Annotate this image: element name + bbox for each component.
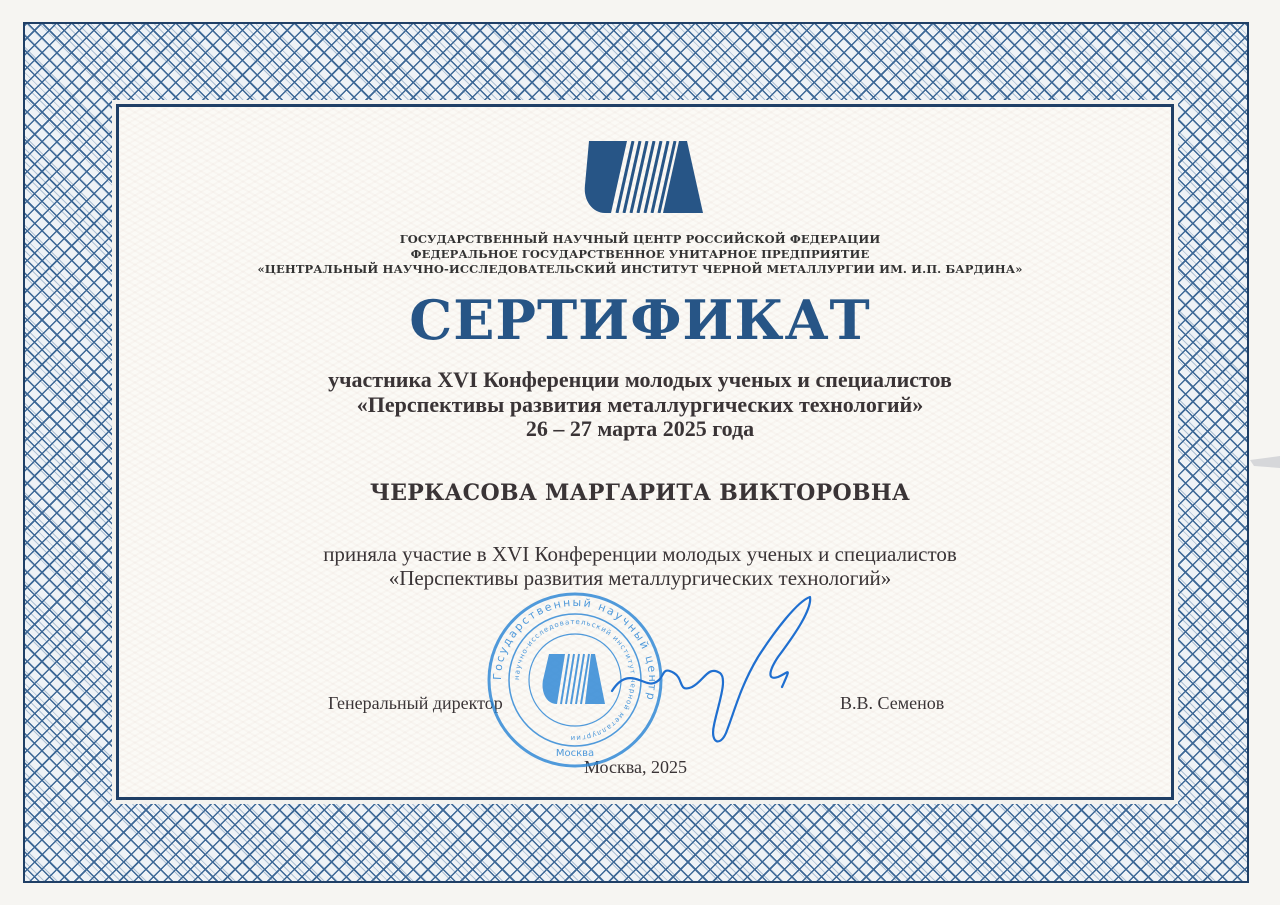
institute-logo — [583, 141, 707, 213]
signatory-position: Генеральный директор — [328, 693, 503, 713]
organization-line-2: ФЕДЕРАЛЬНОЕ ГОСУДАРСТВЕННОЕ УНИТАРНОЕ ПРЕДПРИЯТИЕ — [410, 247, 870, 261]
stamp-outer-text: Государственный научный центр — [490, 595, 660, 704]
event-dates: 26 – 27 марта 2025 года — [525, 416, 755, 441]
participation-line-1: приняла участие в XVI Конференции молодых ученых и специалистов — [323, 542, 957, 566]
paper-edge-artifact — [1244, 456, 1280, 474]
subtitle-line-1: участника XVI Конференции молодых ученых и специалистов — [328, 367, 952, 392]
place-and-year: Москва, 2025 — [584, 757, 687, 777]
recipient-name: ЧЕРКАСОВА МАРГАРИТА ВИКТОРОВНА — [369, 480, 911, 506]
signatory-name: В.В. Семенов — [840, 693, 945, 713]
subtitle-line-2: «Перспективы развития металлургических технологий» — [356, 392, 924, 417]
director-signature — [600, 595, 820, 755]
certificate-title: СЕРТИФИКАТ — [409, 288, 871, 352]
stamp-bottom-text: Москва — [555, 748, 595, 759]
organization-line-3: «ЦЕНТРАЛЬНЫЙ НАУЧНО-ИССЛЕДОВАТЕЛЬСКИЙ ИНСТИТУТ ЧЕРНОЙ МЕТАЛЛУРГИИ ИМ. И.П. БАРДИНА» — [257, 262, 1023, 276]
organization-line-1: ГОСУДАРСТВЕННЫЙ НАУЧНЫЙ ЦЕНТР РОССИЙСКОЙ ФЕДЕРАЦИИ — [399, 232, 881, 246]
participation-line-2: «Перспективы развития металлургических технологий» — [388, 566, 892, 590]
stamp-inner-text: научно-исследовательский институт черной металлургии — [512, 617, 638, 743]
